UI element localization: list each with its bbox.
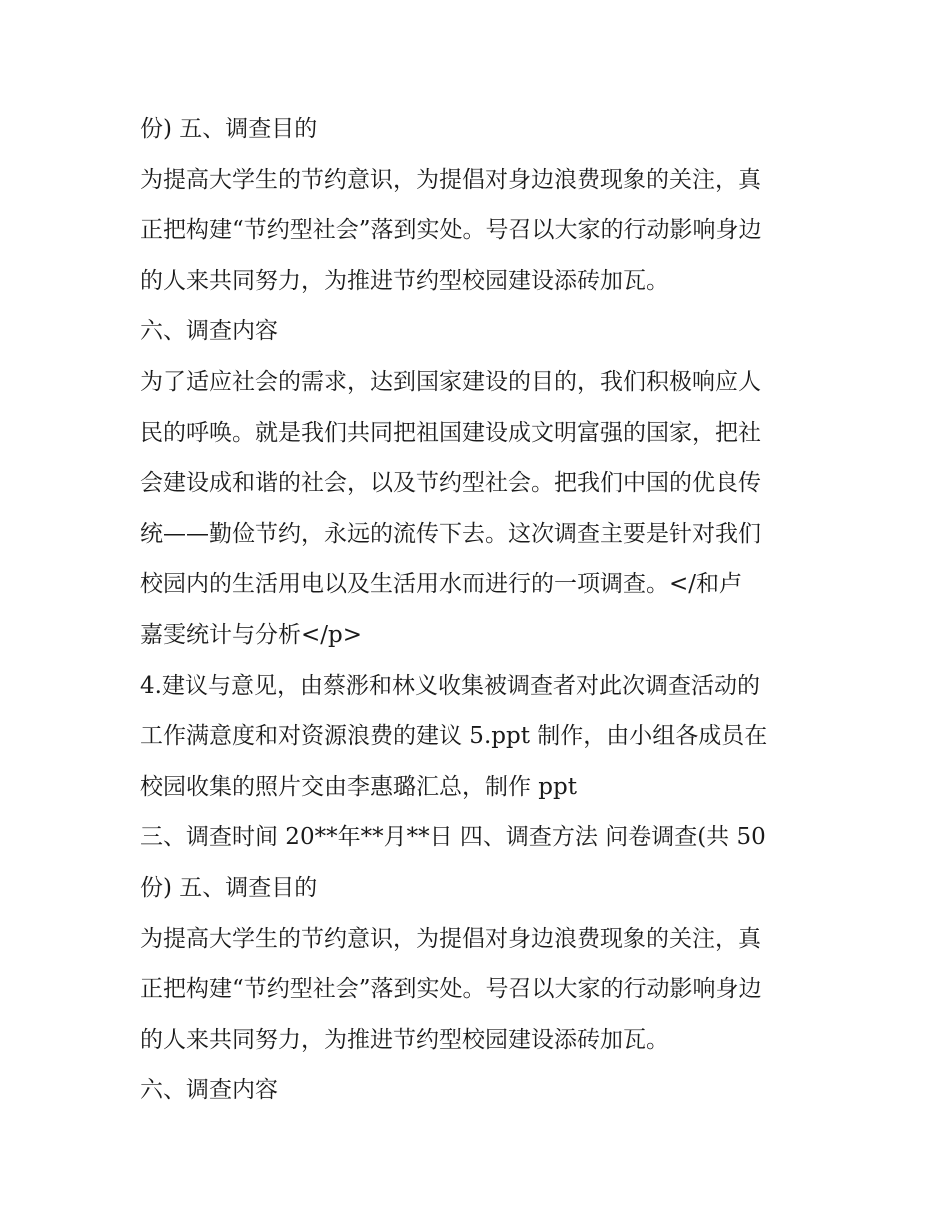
text-line: 为提高大学生的节约意识，为提倡对身边浪费现象的关注，真 [140,166,761,193]
text-line: 三、调查时间 20**年**月**日 四、调查方法 问卷调查(共 50 [140,824,766,851]
text-line: 份) 五、调查目的 [140,874,318,901]
text-line: 嘉雯统计与分析</p> [140,621,363,648]
text-line: 的人来共同努力，为推进节约型校园建设添砖加瓦。 [140,267,669,294]
text-line: 份) 五、调查目的 [140,116,318,142]
text-line: 民的呼唤。就是我们共同把祖国建设成文明富强的国家，把社 [140,419,761,446]
text-line: 为了适应社会的需求，达到国家建设的目的，我们积极响应人 [140,368,761,395]
text-line: 正把构建“节约型社会”落到实处。号召以大家的行动影响身边 [140,976,762,1003]
document-body [140,104,820,1116]
text-line: 正把构建“节约型社会”落到实处。号召以大家的行动影响身边 [140,217,762,244]
text-line: 统——勤俭节约，永远的流传下去。这次调查主要是针对我们 [140,520,761,547]
text-line: 校园收集的照片交由李惠璐汇总，制作 ppt [140,773,577,800]
section-heading: 六、调查内容 [140,1077,278,1104]
section-heading: 六、调查内容 [140,318,278,345]
text-line: 的人来共同努力，为推进节约型校园建设添砖加瓦。 [140,1026,669,1053]
text-line: 工作满意度和对资源浪费的建议 5.ppt 制作，由小组各成员在 [140,723,768,750]
text-line: 4.建议与意见，由蔡浵和林义收集被调查者对此次调查活动的 [140,672,760,699]
text-line: 为提高大学生的节约意识，为提倡对身边浪费现象的关注，真 [140,925,761,952]
text-line: 校园内的生活用电以及生活用水而进行的一项调查。</和卢 [140,571,743,598]
text-line: 会建设成和谐的社会，以及节约型社会。把我们中国的优良传 [140,470,761,497]
